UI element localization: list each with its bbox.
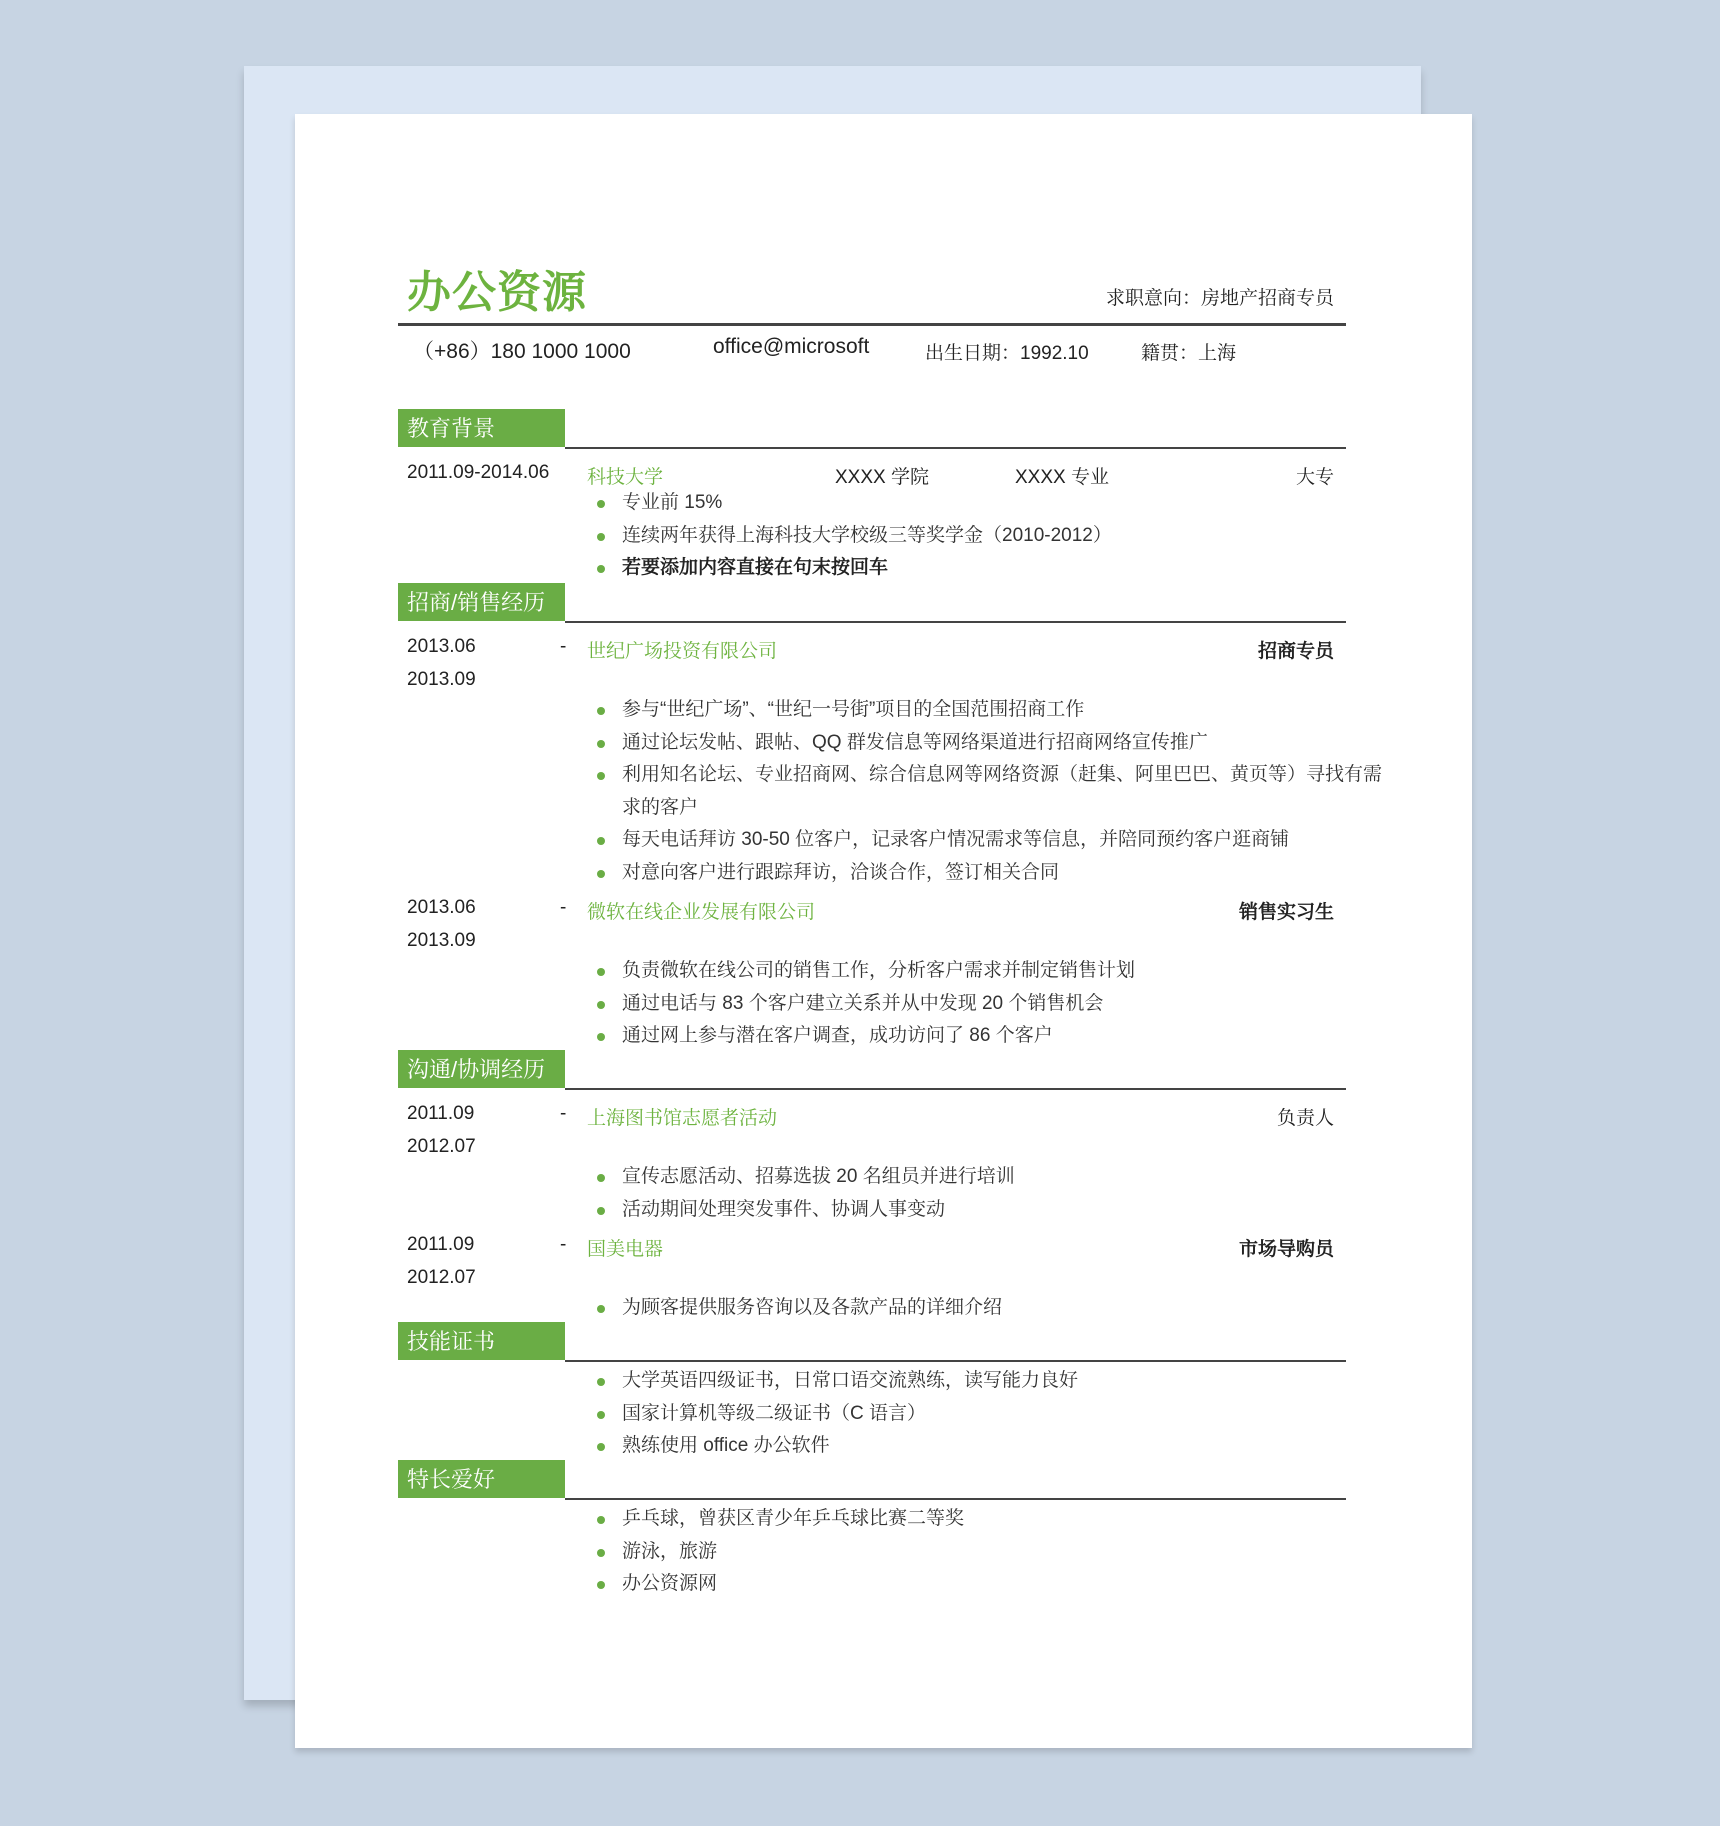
list-item: 大学英语四级证书，日常口语交流熟练，读写能力良好 — [597, 1365, 1078, 1398]
bullet-dot-icon — [597, 1174, 605, 1182]
section-skills-label: 技能证书 — [398, 1322, 565, 1360]
bullet-dot-icon — [597, 968, 605, 976]
list-item: 游泳，旅游 — [597, 1536, 964, 1569]
bullet-dot-icon — [597, 1033, 605, 1041]
job-end-date: 2013.09 — [407, 669, 476, 690]
job-company: 微软在线企业发展有限公司 — [587, 902, 816, 923]
section-education-rule — [565, 447, 1346, 449]
date-dash: - — [560, 897, 567, 918]
bullet-dot-icon — [597, 1001, 605, 1009]
education-degree: 大专 — [1295, 467, 1334, 488]
job-end-date: 2012.07 — [407, 1136, 476, 1157]
header-divider — [398, 323, 1346, 326]
date-dash: - — [560, 1103, 567, 1124]
list-item: 利用知名论坛、专业招商网、综合信息网等网络资源（赶集、阿里巴巴、黄页等）寻找有需求的客户 — [597, 759, 1382, 824]
list-item: 若要添加内容直接在句末按回车 — [597, 552, 1112, 585]
bullet-dot-icon — [597, 1516, 605, 1524]
list-item: 办公资源网 — [597, 1568, 964, 1601]
list-item: 熟练使用 office 办公软件 — [597, 1430, 1078, 1463]
job-role: 招商专员 — [1257, 641, 1334, 662]
bullet-dot-icon — [597, 1581, 605, 1589]
job-end-date: 2012.07 — [407, 1267, 476, 1288]
education-date: 2011.09-2014.06 — [407, 462, 550, 483]
birth-date: 出生日期：1992.10 — [925, 343, 1089, 364]
list-item: 参与“世纪广场”、“世纪一号街”项目的全国范围招商工作 — [597, 694, 1382, 727]
list-item: 为顾客提供服务咨询以及各款产品的详细介绍 — [597, 1292, 1002, 1325]
section-hobbies-rule — [565, 1498, 1346, 1500]
date-dash: - — [560, 1234, 567, 1255]
job-company: 国美电器 — [587, 1239, 664, 1260]
education-school: 科技大学 — [587, 467, 664, 488]
section-comm-label: 沟通/协调经历 — [398, 1050, 565, 1088]
email-address: office@microsoft — [713, 335, 870, 358]
education-bullets — [597, 487, 1112, 585]
education-college: XXXX 学院 — [835, 467, 929, 488]
bullet-dot-icon — [597, 1378, 605, 1386]
list-item: 通过网上参与潜在客户调查，成功访问了 86 个客户 — [597, 1020, 1135, 1053]
section-education-label: 教育背景 — [398, 409, 565, 447]
bullet-dot-icon — [597, 837, 605, 845]
native-place: 籍贯：上海 — [1141, 343, 1237, 364]
bullet-dot-icon — [597, 565, 605, 573]
job-start-date: 2013.06 — [407, 897, 476, 918]
list-item: 通过论坛发帖、跟帖、QQ 群发信息等网络渠道进行招商网络宣传推广 — [597, 727, 1382, 760]
job-bullets — [597, 955, 1135, 1053]
section-skills-rule — [565, 1360, 1346, 1362]
job-company: 世纪广场投资有限公司 — [587, 641, 778, 662]
list-item: 专业前 15% — [597, 487, 1112, 520]
date-dash: - — [560, 636, 567, 657]
job-bullets — [597, 1161, 1015, 1226]
skills-bullets — [597, 1365, 1078, 1463]
bullet-dot-icon — [597, 1411, 605, 1419]
bullet-dot-icon — [597, 772, 605, 780]
resume-page — [295, 114, 1472, 1748]
phone-number: （+86）180 1000 1000 — [413, 340, 631, 363]
bullet-dot-icon — [597, 1549, 605, 1557]
job-bullets — [597, 1292, 1002, 1325]
list-item: 乒乓球，曾获区青少年乒乓球比赛二等奖 — [597, 1503, 964, 1536]
bullet-dot-icon — [597, 870, 605, 878]
section-sales-label: 招商/销售经历 — [398, 583, 565, 621]
job-objective: 求职意向：房地产招商专员 — [1105, 288, 1334, 309]
list-item: 宣传志愿活动、招募选拔 20 名组员并进行培训 — [597, 1161, 1015, 1194]
list-item: 每天电话拜访 30-50 位客户，记录客户情况需求等信息，并陪同预约客户逛商铺 — [597, 824, 1382, 857]
list-item: 通过电话与 83 个客户建立关系并从中发现 20 个销售机会 — [597, 988, 1135, 1021]
job-role: 市场导购员 — [1238, 1239, 1334, 1260]
job-role: 负责人 — [1276, 1108, 1334, 1129]
list-item: 国家计算机等级二级证书（C 语言） — [597, 1398, 1078, 1431]
list-item: 连续两年获得上海科技大学校级三等奖学金（2010-2012） — [597, 520, 1112, 553]
education-major: XXXX 专业 — [1015, 467, 1109, 488]
bullet-dot-icon — [597, 1207, 605, 1215]
job-end-date: 2013.09 — [407, 930, 476, 951]
bullet-dot-icon — [597, 1305, 605, 1313]
job-company: 上海图书馆志愿者活动 — [587, 1108, 778, 1129]
section-comm-rule — [565, 1088, 1346, 1090]
list-item: 对意向客户进行跟踪拜访，洽谈合作，签订相关合同 — [597, 857, 1382, 890]
section-hobbies-label: 特长爱好 — [398, 1460, 565, 1498]
list-item: 活动期间处理突发事件、协调人事变动 — [597, 1194, 1015, 1227]
section-sales-rule — [565, 621, 1346, 623]
job-start-date: 2013.06 — [407, 636, 476, 657]
bullet-dot-icon — [597, 533, 605, 541]
bullet-dot-icon — [597, 707, 605, 715]
bullet-dot-icon — [597, 500, 605, 508]
job-start-date: 2011.09 — [407, 1103, 475, 1124]
job-bullets — [597, 694, 1382, 890]
bullet-dot-icon — [597, 740, 605, 748]
hobbies-bullets — [597, 1503, 964, 1601]
job-role: 销售实习生 — [1238, 902, 1334, 923]
candidate-name: 办公资源 — [407, 268, 587, 317]
list-item: 负责微软在线公司的销售工作，分析客户需求并制定销售计划 — [597, 955, 1135, 988]
job-start-date: 2011.09 — [407, 1234, 475, 1255]
bullet-dot-icon — [597, 1443, 605, 1451]
